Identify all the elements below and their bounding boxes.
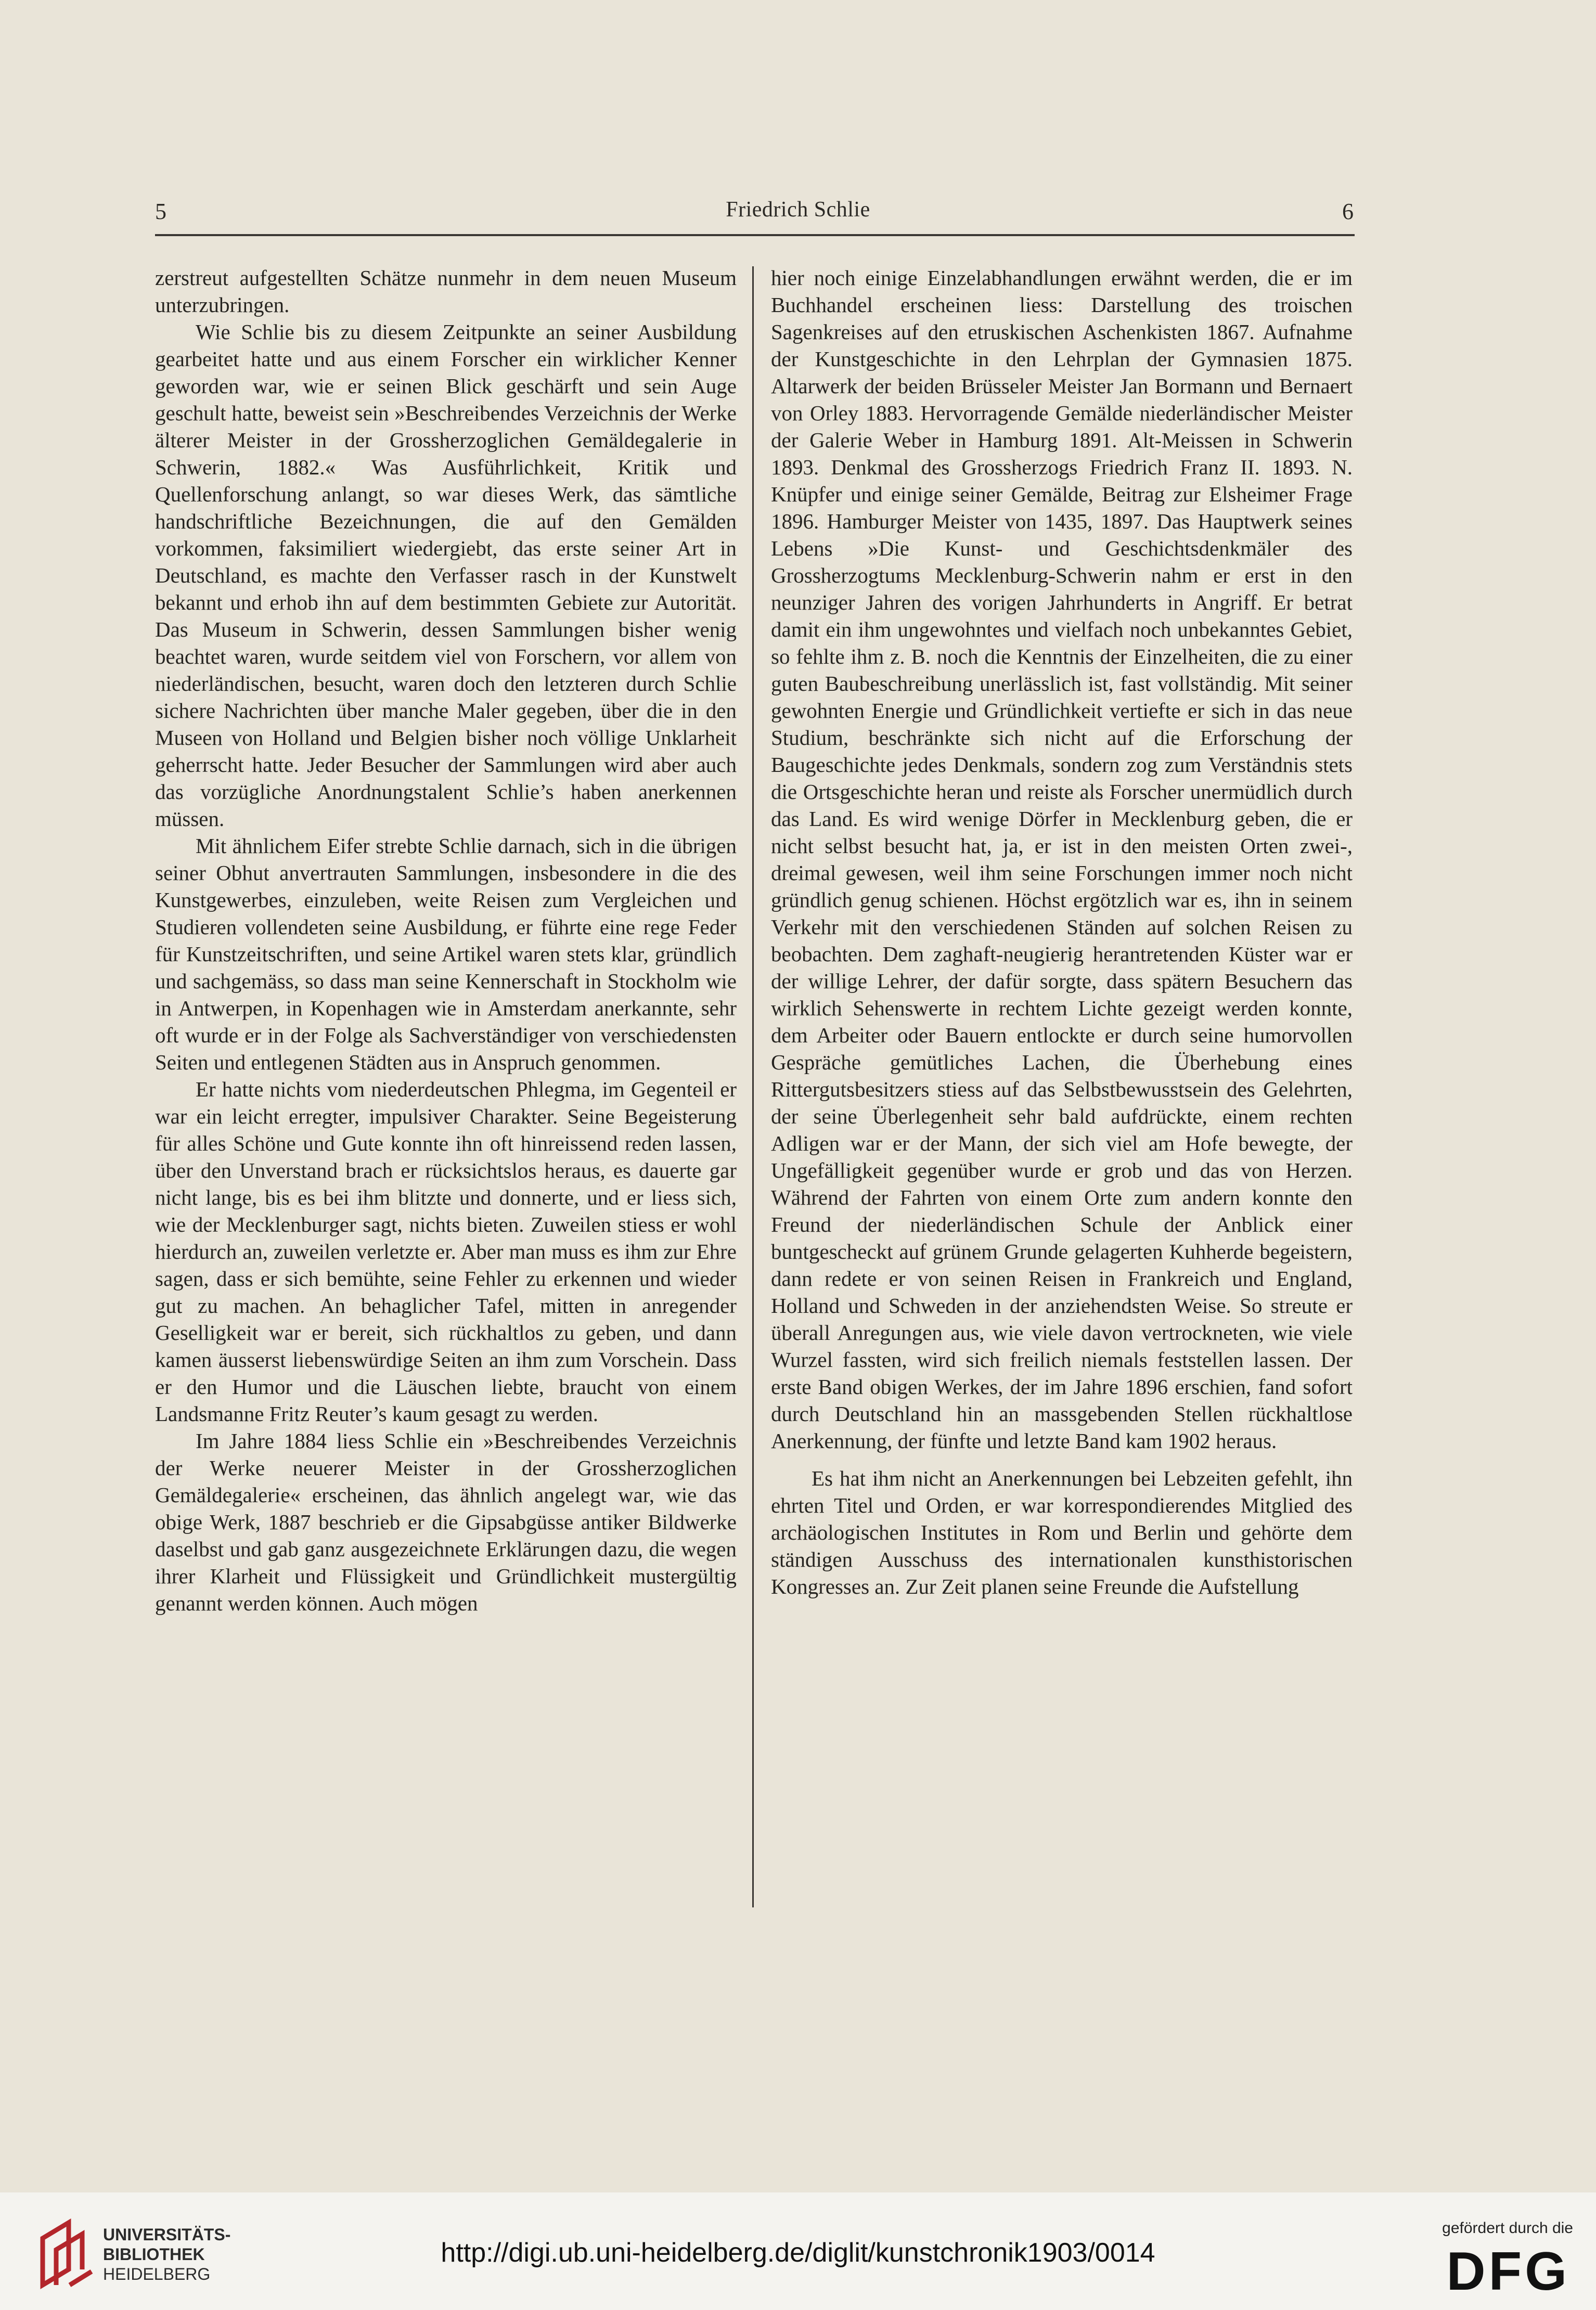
paragraph: Im Jahre 1884 liess Schlie ein »Beschreibendes Verzeichnis der Werke neuerer Meister in der Grossherzoglichen Gemäldegalerie« erscheinen, das ähnlich angelegt war, wie das obige Werk, 1887 beschrieb er die Gipsabgüsse antiker Bildwerke daselbst und gab ganz ausgezeichnete Erklärungen dazu, die wegen ihrer Klarheit und Flüssigkeit und Gründlichkeit mustergültig genannt werden können. Auch mögen [155, 1429, 737, 1615]
dfg-logo: DFG [1446, 2241, 1570, 2302]
header-rule [155, 234, 1355, 236]
page-number-left: 5 [155, 199, 166, 224]
column-divider [752, 266, 754, 1907]
paragraph: Es hat ihm nicht an Anerkennungen bei Lebzeiten gefehlt, ihn ehrten Titel und Orden, er war korrespondierendes Mitglied des archäologischen Institutes in Rom und Berlin und gehörte dem ständigen Ausschuss des internationalen kunsthistorischen Kongresses an. Zur Zeit planen seine Freunde die Aufstellung [771, 1466, 1353, 1598]
institution-line: UNIVERSITÄTS- [103, 2225, 231, 2244]
running-header-title: Friedrich Schlie [726, 198, 870, 222]
right-column [771, 264, 1353, 1908]
paragraph: hier noch einige Einzelabhandlungen erwähnt werden, die er im Buchhandel erscheinen liess: Darstellung des troischen Sagenkreises auf den etruskischen Aschenkisten 1867. Aufnahme der Kunstgeschichte in den Lehrplan der Gymnasien 1875. Altarwerk der beiden Brüsseler Meister Jan Bormann und Bernaert von Orley 1883. Hervorragende Gemälde niederländischer Meister der Galerie Weber in Hamburg 1891. Alt-Meissen in Schwerin 1893. Denkmal des Grossherzogs Friedrich Franz II. 1893. N. Knüpfer und einige seiner Gemälde, Beitrag zur Elsheimer Frage 1896. Hamburger Meister von 1435, 1897. Das Hauptwerk seines Lebens »Die Kunst- und Geschichtsdenkmäler des Grossherzogtums Mecklenburg-Schwerin nahm er erst in den neunziger Jahren des vorigen Jahrhunderts in Angriff. Er betrat damit ein ihm ungewohntes und vielfach noch unbekanntes Gebiet, so fehlte ihm z. B. noch die Kenntnis der Einzelheiten, die zu einer guten Baubeschreibung unerlässlich ist, fast vollständig. Mit seiner gewohnten Energie und Gründlichkeit vertiefte er sich in das neue Studium, beschränkte sich nicht auf die Erforschung der Baugeschichte jedes Denkmals, sondern zog zum Verständnis stets die Ortsgeschichte heran und reiste als Forscher unermüdlich durch das Land. Es wird wenige Dörfer in Mecklenburg geben, die er nicht selbst besucht hat, ja, er ist in den meisten Orten zwei-, dreimal gewesen, weil ihm seine Forschungen immer noch nicht gründlich genug schienen. Höchst ergötzlich war es, ihn in seinem Verkehr mit den verschiedenen Ständen auf solchen Reisen zu beobachten. Dem zaghaft-neugierig herantretenden Küster war er der willige Lehrer, der dafür sorgte, dass spätern Besuchern das wirklich Sehenswerte in rechtem Lichte gezeigt werden konnte, dem Arbeiter oder Bauern entlockte er durch seine humorvollen Gespräche gemütliches Lachen, die Überhebung eines Rittergutsbesitzers stiess auf das Selbstbewusstsein des Gelehrten, der seine Überlegenheit sehr bald aufdrückte, einem rechten Adligen war er der Mann, der sich viel am Hofe bewegte, der Ungefälligkeit gegenüber wurde er grob und das von Herzen. Während der Fahrten von einem Orte zum andern konnte den Freund der niederländischen Schule der Anblick einer buntgescheckt auf grünem Grunde gelagerten Kuhherde begeistern, dann redete er von seinen Reisen in Frankreich und England, Holland und Schweden in der anziehendsten Weise. So streute er überall Anregungen aus, wie viele davon vertrockneten, wie viele Wurzel fassten, wird sich freilich niemals feststellen lassen. Der erste Band obigen Werkes, der im Jahre 1896 erschien, fand sofort durch Deutschland hin an massgebenden Stellen rückhaltlose Anerkennung, der fünfte und letzte Band kam 1902 heraus. [771, 266, 1353, 1453]
page-number-right: 6 [1342, 199, 1354, 224]
paragraph: zerstreut aufgestellten Schätze nunmehr in dem neuen Museum unterzubringen. [155, 266, 737, 317]
institution-line: BIBLIOTHEK [103, 2245, 205, 2264]
permalink-url[interactable]: http://digi.ub.uni-heidelberg.de/diglit/kunstchronik1903/0014 [441, 2238, 1155, 2268]
funding-label: gefördert durch die [1442, 2219, 1573, 2237]
paragraph: Er hatte nichts vom niederdeutschen Phlegma, im Gegenteil er war ein leicht erregter, impulsiver Charakter. Seine Begeisterung für alles Schöne und Gute konnte ihn oft hinreissend reden lassen, über den Unverstand brach er rücksichtslos heraus, es dauerte gar nicht lange, bis es bei ihm blitzte und donnerte, und er liess sich, wie der Mecklenburger sagt, nichts bieten. Zuweilen stiess er wohl hierdurch an, zuweilen verletzte er. Aber man muss es ihm zur Ehre sagen, dass er sich bemühte, seine Fehler zu erkennen und wieder gut zu machen. An behaglicher Tafel, mitten in anregender Geselligkeit war er bereit, sich rückhaltlos zu geben, und dann kamen äusserst liebenswürdige Seiten an ihm zum Vorschein. Dass er den Humor und die Läuschen liebte, braucht von einem Landsmanne Fritz Reuter’s kaum gesagt zu werden. [155, 1077, 737, 1426]
institution-line: HEIDELBERG [103, 2265, 211, 2283]
left-column [155, 264, 737, 1908]
paragraph: Mit ähnlichem Eifer strebte Schlie darnach, sich in die übrigen seiner Obhut anvertrauten Sammlungen, insbesondere in die des Kunstgewerbes, einzuleben, weite Reisen zum Vergleichen und Studieren vollendeten seine Ausbildung, er führte eine rege Feder für Kunstzeitschriften, und seine Artikel waren stets klar, gründlich und sachgemäss, so dass man seine Kennerschaft in Stockholm wie in Antwerpen, in Kopenhagen wie in Amsterdam anerkannte, sehr oft wurde er in der Folge als Sachverständiger von verschiedensten Seiten und entlegenen Städten aus in Anspruch genommen. [155, 834, 737, 1074]
paragraph: Wie Schlie bis zu diesem Zeitpunkte an seiner Ausbildung gearbeitet hatte und aus einem Forscher ein wirklicher Kenner geworden war, wie er seinen Blick geschärft und sein Auge geschult hatte, beweist sein »Beschreibendes Verzeichnis der Werke älterer Meister in der Grossherzoglichen Gemäldegalerie in Schwerin, 1882.« Was Ausführlichkeit, Kritik und Quellenforschung anlangt, so war dieses Werk, das sämtliche handschriftliche Bezeichnungen, die auf den Gemälden vorkommen, faksimiliert wiedergiebt, das erste seiner Art in Deutschland, es machte den Verfasser rasch in der Kunstwelt bekannt und erhob ihn auf dem bestimmten Gebiete zur Autorität. Das Museum in Schwerin, dessen Sammlungen bisher wenig beachtet waren, wurde seitdem viel von Forschern, vor allem von niederländischen, besucht, waren doch den letzteren durch Schlie sichere Nachrichten über manche Maler gegeben, über die in den Museen von Holland und Belgien bisher noch völlige Unklarheit geherrscht hatte. Jeder Besucher der Sammlungen wird aber auch das vorzügliche Anordnungstalent Schlie’s haben anerkennen müssen. [155, 320, 737, 831]
digitization-footer [0, 2192, 1596, 2310]
